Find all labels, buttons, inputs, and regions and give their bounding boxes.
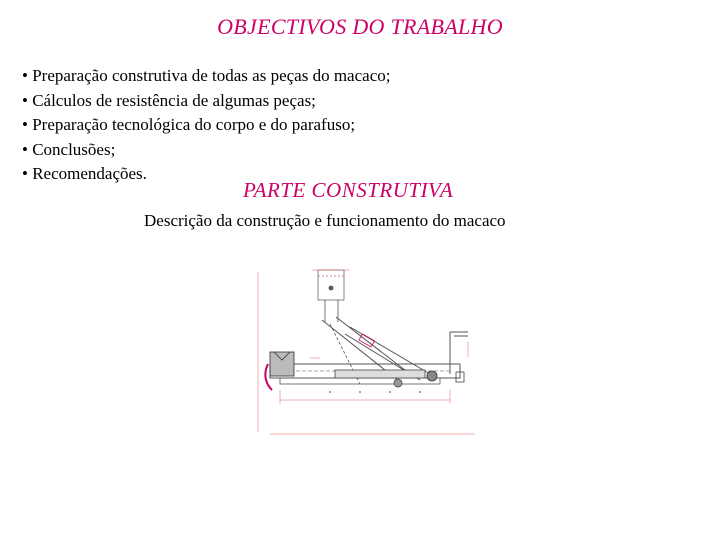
slide-title: OBJECTIVOS DO TRABALHO bbox=[217, 14, 503, 39]
objective-item: • Recomendações. bbox=[22, 162, 390, 187]
section-subtitle: Descrição da construção e funcionamento do macaco bbox=[144, 211, 506, 230]
objective-item: • Preparação construtiva de todas as peças do macaco; bbox=[22, 64, 390, 89]
section-title: PARTE CONSTRUTIVA bbox=[243, 178, 454, 202]
objectives-list bbox=[22, 64, 390, 187]
objective-item: • Conclusões; bbox=[22, 138, 390, 163]
jack-technical-drawing bbox=[250, 262, 480, 447]
objective-item: • Cálculos de resistência de algumas peças; bbox=[22, 89, 390, 114]
objective-item: • Preparação tecnológica do corpo e do parafuso; bbox=[22, 113, 390, 138]
